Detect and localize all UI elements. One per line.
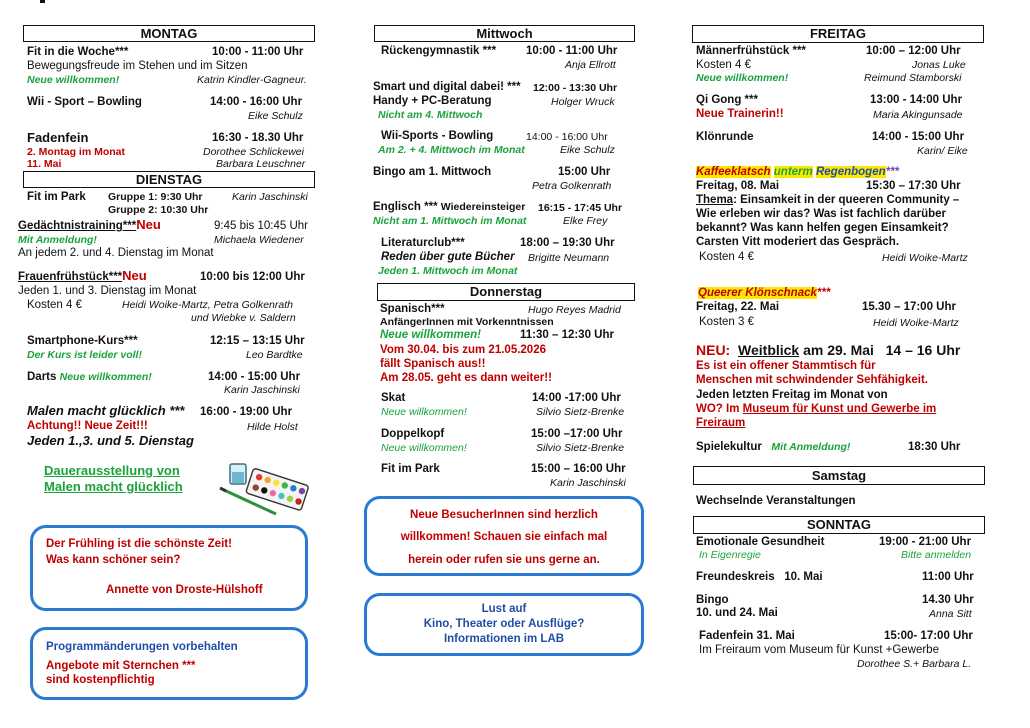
- kloenrunde-title: Klönrunde: [696, 131, 754, 143]
- neu-badge: Neu: [136, 217, 161, 232]
- fit-woche-time: 10:00 - 11:00 Uhr: [212, 46, 304, 58]
- fadenfein-time: 16:30 - 18.30 Uhr: [212, 132, 304, 144]
- wii-sports-time: 14:00 - 16:00 Uhr: [526, 131, 608, 143]
- fadenfein-person1: Dorothee Schlickewei: [203, 146, 304, 158]
- spiel-note: Mit Anmeldung!: [771, 441, 851, 453]
- dienstag-header: DIENSTAG: [23, 171, 315, 188]
- kaffee-stars: ***: [885, 166, 900, 178]
- maenner-title: Männerfrühstück ***: [696, 45, 806, 57]
- fit-park-title: Fit im Park: [381, 463, 440, 475]
- bingo-person: Petra Golkenrath: [532, 180, 612, 192]
- bingo-sun-title: Bingo: [696, 594, 729, 606]
- wii-person: Eike Schulz: [248, 110, 303, 122]
- queer-label: Queerer Klönschnack: [698, 287, 817, 299]
- fit-woche-title: Fit in die Woche***: [27, 46, 129, 58]
- weitblick-neu: NEU:: [696, 342, 731, 358]
- fadenfein-title: Fadenfein: [27, 130, 89, 145]
- frauen-label: Frauenfrühstück***: [18, 271, 123, 283]
- sonntag-header: SONNTAG: [693, 516, 985, 534]
- darts-label: Darts: [27, 371, 57, 383]
- qigong-person: Maria Akingunsade: [873, 109, 963, 121]
- wii-sports-note: Am 2. + 4. Mittwoch im Monat: [378, 144, 525, 156]
- malen-note: Achtung!! Neue Zeit!!!: [27, 420, 148, 432]
- smart-digital-note: Nicht am 4. Mittwoch: [378, 109, 483, 121]
- spanisch-red2: fällt Spanisch aus!!: [380, 358, 486, 370]
- skat-time: 14:00 -17:00 Uhr: [532, 392, 621, 404]
- samstag-header: Samstag: [693, 466, 985, 485]
- spielekultur-time: 18:30 Uhr: [908, 441, 961, 453]
- wii-title: Wii - Sport – Bowling: [27, 96, 142, 108]
- malen-person: Hilde Holst: [247, 421, 298, 433]
- museum-link: Museum für Kunst und Gewerbe im: [742, 403, 937, 415]
- fadenfein-sun-time: 15:00- 17:00 Uhr: [884, 630, 973, 642]
- fadenfein-sun-desc: Im Freiraum vom Museum für Kunst +Gewerbe: [699, 644, 939, 656]
- literatur-title: Literaturclub***: [381, 237, 465, 249]
- kaffee-word2: unterm: [773, 166, 813, 178]
- fit-park-time: 15:00 – 16:00 Uhr: [531, 463, 626, 475]
- spielekultur-title: [696, 440, 850, 454]
- ruecken-title: Rückengymnastik ***: [381, 45, 497, 57]
- wii-sports-title: Wii-Sports - Bowling: [381, 130, 494, 142]
- englisch-time: 16:15 - 17:45 Uhr: [538, 202, 623, 214]
- dauer-line2: Malen macht glücklich: [44, 479, 183, 494]
- kaffee-t2: Wie erleben wir das? Was ist fachlich darüber: [696, 208, 946, 220]
- maenner-time: 10:00 – 12:00 Uhr: [866, 45, 961, 57]
- emotionale-time: 19:00 - 21:00 Uhr: [879, 536, 972, 548]
- malen-time: 16:00 - 19:00 Uhr: [200, 406, 293, 418]
- spanisch-title: Spanisch***: [380, 303, 445, 315]
- park-group2: Gruppe 2: 10:30 Uhr: [108, 204, 209, 216]
- frauen-time: 10:00 bis 12:00 Uhr: [200, 271, 305, 283]
- kaffee-time: 15:30 – 17:30 Uhr: [866, 180, 961, 192]
- kloenrunde-person: Karin/ Eike: [917, 145, 968, 157]
- smartphone-time: 12:15 – 13:15 Uhr: [210, 335, 305, 347]
- qigong-note: Neue Trainerin!!: [696, 108, 784, 120]
- literatur-sub: Reden über gute Bücher: [381, 251, 515, 263]
- gedaechtnis-time: 9:45 bis 10:45 Uhr: [214, 220, 308, 232]
- neu-badge: Neu: [122, 268, 147, 283]
- frauen-person2: und Wiebke v. Saldern: [191, 312, 296, 324]
- fit-woche-person: Katrin Kindler-Gagneur.: [197, 74, 307, 86]
- weitblick-title: [696, 342, 960, 358]
- englisch-note: Nicht am 1. Mittwoch im Monat: [373, 215, 527, 227]
- smartphone-note: Der Kurs ist leider voll!: [27, 349, 142, 361]
- park-title: Fit im Park: [27, 191, 86, 203]
- kaffee-date: Freitag, 08. Mai: [696, 180, 780, 192]
- darts-time: 14:00 - 15:00 Uhr: [208, 371, 301, 383]
- darts-note: Neue willkommen!: [59, 371, 152, 383]
- doppelkopf-person: Silvio Sietz-Brenke: [536, 442, 625, 454]
- quote-line1: Der Frühling ist die schönste Zeit!: [46, 538, 232, 550]
- kaffee-word3: Regenbogen: [815, 166, 886, 178]
- notice-line1: Angebote mit Sternchen ***: [46, 660, 196, 672]
- kaffeeklatsch-title: [696, 165, 899, 179]
- weitblick-r1: Es ist ein offener Stammtisch für: [696, 360, 876, 372]
- fit-woche-note: Neue willkommen!: [27, 74, 120, 86]
- doppelkopf-time: 15:00 –17:00 Uhr: [531, 428, 623, 440]
- malen-desc: Jeden 1.,3. und 5. Dienstag: [27, 433, 194, 448]
- literatur-note: Jeden 1. Mittwoch im Monat: [378, 265, 518, 277]
- freundeskreis-title: Freundeskreis 10. Mai: [696, 571, 823, 583]
- wii-sports-person: Eike Schulz: [560, 144, 615, 156]
- bingo-sun-person: Anna Sitt: [929, 608, 972, 620]
- smartphone-person: Leo Bardtke: [246, 349, 303, 361]
- spanisch-red3: Am 28.05. geht es dann weiter!!: [380, 372, 552, 384]
- spanisch-red1: Vom 30.04. bis zum 21.05.2026: [380, 344, 546, 356]
- freundeskreis-time: 11:00 Uhr: [922, 571, 974, 583]
- fadenfein-note2: 11. Mai: [27, 158, 62, 170]
- quote-author: Annette von Droste-Hülshoff: [106, 584, 263, 596]
- emotionale-note1: In Eigenregie: [699, 549, 761, 561]
- queer-cost: Kosten 3 €: [699, 316, 754, 328]
- notice-line2: sind kostenpflichtig: [46, 674, 155, 686]
- gedaechtnis-label: Gedächtnistraining***: [18, 220, 137, 232]
- literatur-time: 18:00 – 19:30 Uhr: [520, 237, 615, 249]
- thema-label: Thema: [696, 194, 734, 206]
- literatur-person: Brigitte Neumann: [528, 252, 610, 264]
- qigong-time: 13:00 - 14:00 Uhr: [870, 94, 963, 106]
- maenner-cost: Kosten 4 €: [696, 59, 751, 71]
- maenner-person1: Jonas Luke: [912, 59, 966, 71]
- weitblick-label: Weitblick: [738, 342, 800, 358]
- fadenfein-person2: Barbara Leuschner: [216, 158, 306, 170]
- weitblick-freiraum: Freiraum: [696, 417, 746, 429]
- lust-line3: Informationen im LAB: [443, 633, 565, 645]
- frauen-person1: Heidi Woike-Martz, Petra Golkenrath: [122, 299, 293, 311]
- fadenfein-sun-person: Dorothee S.+ Barbara L.: [857, 658, 972, 670]
- kaffee-word1: Kaffeeklatsch: [696, 166, 771, 178]
- bingo-title: Bingo am 1. Mittwoch: [373, 166, 492, 178]
- welcome-line1: Neue BesucherInnen sind herzlich: [410, 509, 598, 521]
- ruecken-person: Anja Ellrott: [565, 59, 616, 71]
- smart-digital-person: Holger Wruck: [551, 96, 615, 108]
- thema-text: : Einsamkeit in der queeren Community –: [733, 194, 960, 206]
- ruecken-time: 10:00 - 11:00 Uhr: [526, 45, 618, 57]
- englisch-title: [373, 200, 525, 214]
- smart-digital-sub: Handy + PC-Beratung: [373, 95, 492, 107]
- queer-stars: ***: [816, 287, 831, 299]
- fit-woche-desc: Bewegungsfreude im Stehen und im Sitzen: [27, 60, 248, 72]
- englisch-sub: Wiedereinsteiger: [440, 201, 526, 213]
- emotionale-title: Emotionale Gesundheit: [696, 536, 825, 548]
- darts-title: [27, 370, 152, 384]
- notice-title: Programmänderungen vorbehalten: [46, 641, 238, 653]
- park-group1: Gruppe 1: 9:30 Uhr: [108, 191, 203, 203]
- spanisch-time: 11:30 – 12:30 Uhr: [520, 329, 614, 341]
- gedaechtnis-title: [18, 218, 161, 233]
- lust-line1: Lust auf: [481, 603, 527, 615]
- fit-park-person: Karin Jaschinski: [550, 477, 626, 489]
- freitag-header: FREITAG: [692, 25, 984, 43]
- mittwoch-header: Mittwoch: [374, 25, 635, 42]
- park-person: Karin Jaschinski: [232, 191, 308, 203]
- paint-palette-icon: [218, 460, 314, 516]
- emotionale-note2: Bitte anmelden: [901, 549, 972, 561]
- dauer-line1: Dauerausstellung von: [44, 463, 180, 478]
- spanisch-desc: AnfängerInnen mit Vorkenntnissen: [380, 316, 554, 328]
- gedaechtnis-desc: An jedem 2. und 4. Dienstag im Monat: [18, 247, 214, 259]
- doppelkopf-note: Neue willkommen!: [381, 442, 467, 454]
- montag-header: MONTAG: [23, 25, 315, 42]
- darts-person: Karin Jaschinski: [224, 384, 300, 396]
- gedaechtnis-person: Michaela Wiedener: [214, 234, 304, 246]
- maenner-note: Neue willkommen!: [696, 72, 789, 84]
- frauen-desc: Jeden 1. und 3. Dienstag im Monat: [18, 285, 197, 297]
- welcome-line3: herein oder rufen sie uns gerne an.: [408, 554, 600, 566]
- englisch-label: Englisch ***: [373, 201, 438, 213]
- bingo-sun-dates: 10. und 24. Mai: [696, 607, 778, 619]
- wo-label: WO? Im: [696, 403, 740, 415]
- bingo-sun-time: 14.30 Uhr: [922, 594, 974, 606]
- lust-line2: Kino, Theater oder Ausflüge?: [423, 618, 585, 630]
- weitblick-b1: Jeden letzten Freitag im Monat von: [696, 389, 888, 401]
- queer-person: Heidi Woike-Martz: [873, 317, 959, 329]
- spiel-label: Spielekultur: [696, 441, 762, 453]
- quote-line2: Was kann schöner sein?: [46, 554, 181, 566]
- bingo-time: 15:00 Uhr: [558, 166, 611, 178]
- frauen-title: [18, 269, 147, 284]
- fadenfein-sun-title: Fadenfein 31. Mai: [699, 630, 795, 642]
- doppelkopf-title: Doppelkopf: [381, 428, 445, 440]
- samstag-text: Wechselnde Veranstaltungen: [696, 495, 856, 507]
- kaffee-cost: Kosten 4 €: [699, 251, 754, 263]
- smartphone-title: Smartphone-Kurs***: [27, 335, 138, 347]
- kaffee-thema: [696, 193, 959, 207]
- weitblick-time: 14 – 16 Uhr: [885, 342, 961, 358]
- spanisch-note: Neue willkommen!: [380, 329, 481, 341]
- frauen-cost: Kosten 4 €: [27, 299, 82, 311]
- fadenfein-note1: 2. Montag im Monat: [27, 146, 125, 158]
- smart-digital-title: Smart und digital dabei! ***: [373, 81, 521, 93]
- englisch-person: Elke Frey: [563, 215, 608, 227]
- gedaechtnis-note: Mit Anmeldung!: [18, 234, 97, 246]
- queer-time: 15.30 – 17:00 Uhr: [862, 301, 956, 313]
- qigong-title: Qi Gong ***: [696, 94, 758, 106]
- welcome-line2: willkommen! Schauen sie einfach mal: [400, 531, 608, 543]
- wii-time: 14:00 - 16:00 Uhr: [210, 96, 303, 108]
- maenner-person2: Reimund Stamborski: [864, 72, 962, 84]
- donnerstag-header: Donnerstag: [377, 283, 635, 301]
- skat-note: Neue willkommen!: [381, 406, 467, 418]
- skat-title: Skat: [381, 392, 406, 404]
- smart-digital-time: 12:00 - 13:30 Uhr: [533, 82, 618, 94]
- queerer-title: [698, 286, 830, 300]
- malen-title: Malen macht glücklich ***: [27, 403, 185, 418]
- queer-date: Freitag, 22. Mai: [696, 301, 780, 313]
- kloenrunde-time: 14:00 - 15:00 Uhr: [872, 131, 965, 143]
- kaffee-t3: bekannt? Was kann helfen gegen Einsamkeit?: [696, 222, 949, 234]
- skat-person: Silvio Sietz-Brenke: [536, 406, 625, 418]
- weitblick-wo: [696, 402, 936, 416]
- corner-mark: [40, 0, 45, 3]
- kaffee-t4: Carsten Vitt moderiert das Gespräch.: [696, 236, 900, 248]
- weitblick-r2: Menschen mit schwindender Sehfähigkeit.: [696, 374, 928, 386]
- kaffee-person: Heidi Woike-Martz: [882, 252, 968, 264]
- spanisch-person: Hugo Reyes Madrid: [528, 304, 621, 316]
- weitblick-date: am 29. Mai: [803, 342, 874, 358]
